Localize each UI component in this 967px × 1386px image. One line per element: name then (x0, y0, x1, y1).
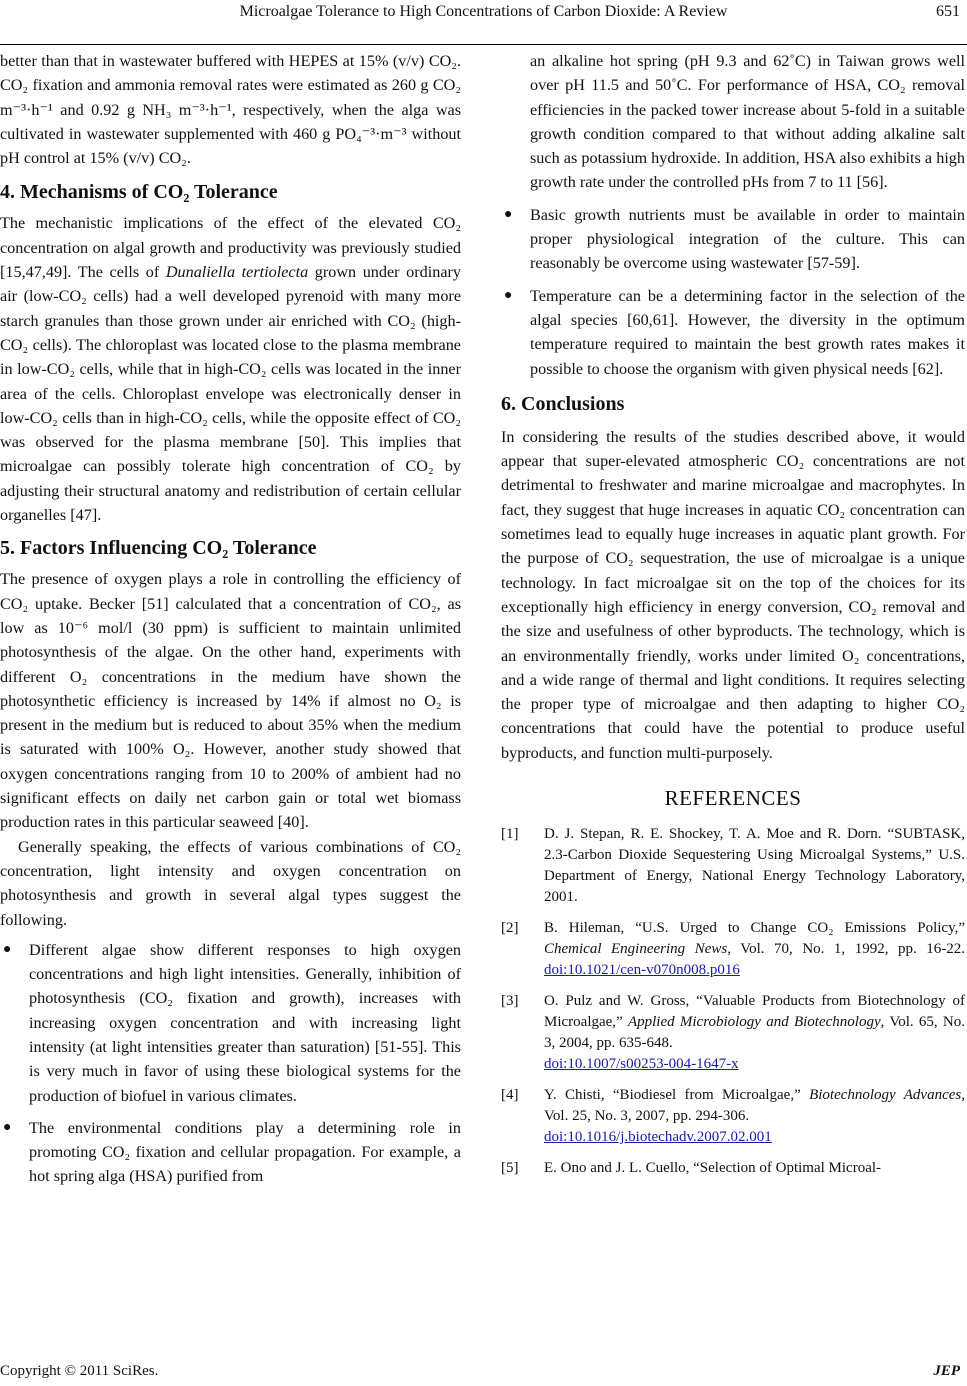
species-name: Dunaliella tertiolecta (165, 263, 309, 282)
section-4-heading: 4. Mechanisms of CO₂ Tolerance (0, 181, 278, 204)
page-header (0, 0, 967, 45)
left-column (0, 49, 461, 1189)
bullet-icon: ● (504, 206, 513, 222)
factor-list (0, 938, 461, 1189)
reference-item: [3] O. Pulz and W. Gross, “Valuable Products from Biotechnology of Microalgae,” Applied Microbiology and Biotechnology, Vol. 65, No. 3, 2004, pp. 635-648. doi:10.1007/s00253-004-1647-x (501, 993, 965, 1073)
page-number: 651 (936, 3, 960, 20)
list-item-continued: an alkaline hot spring (pH 9.3 and 62˚C) in Taiwan grows well over pH 11.5 and 50˚C. For performance of HSA, CO₂ removal efficiencies in the packed tower increase about 5-fold in a suitable growth condition compared to that without adding alkaline salt such as potassium hydroxide. In addition, HSA also exhibits a high growth rate under the controlled pHs from 7 to 11 [56]. (530, 52, 965, 192)
conclusions-paragraph: In considering the results of the studies described above, it would appear that super-elevated atmospheric CO₂ concentrations are not detrimental to freshwater and marine microalgae and macrophytes. In fact, they suggest that huge increases in aquatic CO₂ concentration can sometimes lead to equally huge increases in aquatic plant growth. For the purpose of CO₂ sequestration, the use of microalgae is a unique technology. In fact microalgae sit on the top of the choices for its exceptionally high efficiency in energy conversion, CO₂ removal and the size and usefulness of other byproducts. The technology, which is an environmentally friendly, works under limited O₂ concentrations, and a wide range of thermal and light conditions. It requires selecting the proper type of microalgae and then adapting to higher CO₂ concentrations that could have the potential to produce useful byproducts, and function multi-purposely. (501, 427, 965, 762)
reference-item: [2] B. Hileman, “U.S. Urged to Change CO₂ Emissions Policy,” Chemical Engineering News, Vol. 70, No. 1, 1992, pp. 16-22. doi:10.1021/cen-v070n008.p016 (501, 920, 965, 979)
section-6-heading: 6. Conclusions (501, 392, 625, 415)
section-5-heading: 5. Factors Influencing CO₂ Tolerance (0, 537, 317, 560)
doi-link[interactable]: doi:10.1016/j.biotechadv.2007.02.001 (544, 1129, 772, 1146)
journal-abbrev: JEP (933, 1363, 960, 1379)
factor-list-continued (501, 49, 965, 381)
list-item: ● The environmental conditions play a determining role in promoting CO₂ fixation and cellular propagation. For example, a hot spring alga (HSA) purified from (0, 1116, 461, 1189)
section-4-paragraph: The mechanistic implications of the effect of the elevated CO₂ concentration on algal growth and productivity was previously studied [15,47,49]. The cells of Dunaliella tertiolecta grown under ordinary air (low-CO₂ cells) had a well developed pyrenoid with many more starch granules than those grown under air enriched with CO₂ (high-CO₂ cells). The chloroplast was located close to the plasma membrane in low-CO₂ cells, while that in high-CO₂ cells was located in the inner area of the cells. Chloroplast envelope was electronically denser in low-CO₂ cells than in high-CO₂ cells, while the opposite effect of CO₂ was observed for the plasma membrane [50]. This implies that microalgae can possibly tolerate high concentration of CO₂ by adjusting their structural anatomy and redistribution of certain cellular organelles [47]. (0, 214, 461, 525)
list-item: ● Temperature can be a determining factor in the selection of the algal species [60,61]. However, the diversity in the optimum temperature required to maintain the best growth rates makes it possible to choose the organism with given physical needs [62]. (501, 284, 965, 381)
references-heading: REFERENCES (664, 786, 802, 811)
copyright-notice: Copyright © 2011 SciRes. (0, 1363, 159, 1379)
section-5-paragraph-1: The presence of oxygen plays a role in controlling the efficiency of CO₂ uptake. Becker [51] calculated that a concentration of CO₂, as low as 10⁻⁶ mol/l (30 ppm) is sufficient to maintain unlimited photosynthesis of the algae. On the other hand, experiments with different O₂ concentrations in the medium have shown the photosynthetic efficiency is increased by 14% if almost no O₂ is present in the medium but is reduced to about 35% when the medium is saturated with 100% O₂. However, another study showed that oxygen concentrations ranging from 10 to 200% of ambient had no significant effects on daily net carbon gain or total wet biomass production rates in this particular seaweed [40]. (0, 570, 461, 832)
reference-item: [5] E. Ono and J. L. Cuello, “Selection of Optimal Microal- (501, 1160, 882, 1177)
reference-item: [4] Y. Chisti, “Biodiesel from Microalgae,” Biotechnology Advances, Vol. 25, No. 3, 2007, pp. 294-306. doi:10.1016/j.biotechadv.2007.02.001 (501, 1087, 965, 1146)
doi-link[interactable]: doi:10.1021/cen-v070n008.p016 (544, 962, 740, 979)
reference-list (501, 824, 965, 1179)
bullet-icon: ● (504, 287, 513, 303)
running-title: Microalgae Tolerance to High Concentrations of Carbon Dioxide: A Review (239, 3, 728, 20)
right-column (501, 49, 965, 1189)
reference-item: [1] D. J. Stepan, R. E. Shockey, T. A. Moe and R. Dorn. “SUBTASK, 2.3-Carbon Dioxide Sequestering Using Microalgal Systems,” U.S. Department of Energy, National Energy Technology Laboratory, 2001. (501, 826, 965, 906)
list-item: ● Basic growth nutrients must be available in order to maintain proper physiological integration of the culture. This can reasonably be overcome using wastewater [57-59]. (501, 203, 965, 276)
doi-link[interactable]: doi:10.1007/s00253-004-1647-x (544, 1056, 739, 1073)
bullet-icon: ● (3, 941, 12, 957)
bullet-icon: ● (3, 1119, 12, 1135)
section-5-paragraph-2: Generally speaking, the effects of various combinations of CO₂ concentration, light intensity and oxygen concentration on photosynthesis and growth in several algal types suggest the following. (0, 837, 461, 929)
intro-paragraph: better than that in wastewater buffered with HEPES at 15% (v/v) CO₂. CO₂ fixation and ammonia removal rates were estimated as 260 g CO₂ m⁻³·h⁻¹ and 0.92 g NH₃ m⁻³·h⁻¹, respectively, when the alga was cultivated in wastewater supplemented with 460 g PO₄⁻³·m⁻³ without pH control at 15% (v/v) CO₂. (0, 52, 461, 168)
list-item: ● Different algae show different responses to high oxygen concentrations and high light intensities. Generally, inhibition of photosynthesis (CO₂ fixation and growth), increases with increasing oxygen concentration and with increasing light intensity (at light intensities greater than saturation) [51-55]. This is very much in favor of using these biological systems for the production of biofuel in various climates. (0, 938, 461, 1108)
